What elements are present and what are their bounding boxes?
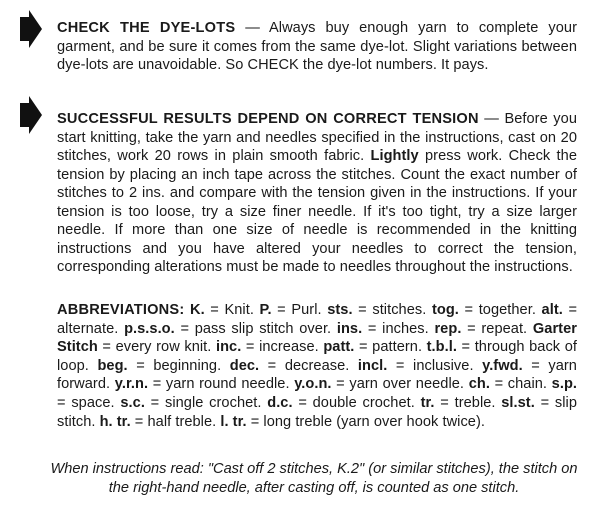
abbreviation-meaning: yarn round needle. (165, 376, 290, 393)
abbreviation-entry: sts. = stitches. (327, 302, 427, 318)
abbreviation-entry: ins. = inches. (336, 320, 429, 337)
abbreviation-entry: dec. = decrease. (229, 357, 350, 374)
abbreviation-meaning: Knit. (224, 302, 254, 318)
abbreviation-entry: s.c. = single crochet. (120, 394, 262, 411)
abbreviations-heading: ABBREVIATIONS: (57, 302, 185, 318)
abbreviation-entry: t.b.l. = through back of loop. (57, 339, 577, 374)
abbreviations-paragraph (57, 301, 577, 431)
abbreviation-entry: inc. = increase. (215, 339, 319, 356)
dye-lots-paragraph (57, 19, 577, 75)
abbreviation-meaning: inclusive. (413, 357, 474, 374)
abbreviation-meaning: treble. (454, 394, 496, 411)
abbreviation-entry: Garter Stitch = every row knit. (57, 320, 577, 356)
abbreviation-entry: beg. = beginning. (97, 357, 222, 374)
abbreviation-entry: patt. = pattern. (323, 339, 423, 356)
abbreviation-meaning: yarn forward. (57, 357, 577, 393)
abbreviation-entry: p.s.s.o. = pass slip stitch over. (124, 320, 332, 337)
abbreviation-term: d.c. (267, 394, 293, 411)
abbreviation-term: s.p. (551, 376, 578, 393)
abbreviation-entry: y.fwd. = yarn forward. (57, 357, 577, 393)
tension-paragraph (57, 110, 577, 277)
abbreviation-entry: h. tr. = half treble. (99, 413, 217, 430)
abbreviation-term: s.c. (120, 394, 145, 411)
abbreviation-entry: rep. = repeat. (434, 320, 528, 337)
abbreviation-entry: d.c. = double crochet. (267, 394, 415, 411)
abbreviation-term: sts. (327, 302, 353, 318)
abbreviation-term: tog. (431, 302, 459, 318)
abbreviation-term: y.fwd. (482, 357, 523, 374)
abbreviation-meaning: stitches. (372, 302, 427, 318)
abbreviation-entry: l. tr. = long treble (yarn over hook twice). (220, 413, 485, 430)
abbreviation-term: h. tr. (99, 413, 131, 430)
abbreviation-term: ins. (336, 320, 363, 337)
abbreviation-entry: tog. = together. (431, 302, 536, 318)
abbreviation-term: t.b.l. (426, 339, 457, 356)
abbreviation-term: K. (190, 302, 205, 318)
abbreviation-term: l. tr. (220, 413, 247, 430)
abbreviation-meaning: pass slip stitch over. (194, 320, 332, 337)
abbreviation-term: Garter Stitch (57, 320, 577, 356)
abbreviation-term: alt. (541, 302, 563, 318)
abbreviation-entry: ch. = chain. (468, 376, 548, 393)
abbreviation-meaning: Purl. (291, 302, 322, 318)
abbreviation-entry: s.p. = space. (57, 376, 578, 411)
abbreviation-entry: K. = Knit. (190, 302, 254, 318)
abbreviations-list (57, 302, 577, 430)
abbreviation-term: P. (259, 302, 272, 318)
abbreviation-meaning: beginning. (153, 357, 222, 374)
abbreviation-meaning: chain. (507, 376, 548, 393)
abbreviation-meaning: alternate. (57, 320, 119, 337)
dye-lots-heading: CHECK THE DYE-LOTS (57, 20, 236, 36)
abbreviation-meaning: yarn over needle. (349, 376, 465, 393)
abbreviation-entry: sl.st. = slip stitch. (57, 394, 577, 430)
abbreviation-entry: y.o.n. = yarn over needle. (294, 376, 465, 393)
abbreviation-entry: alt. = alternate. (57, 302, 578, 337)
tension-body-a: — Before you start knitting, take the yarn and needles specified in the instructions, cast on 20 stitches, work 20 rows in plain smooth fabric. (57, 111, 577, 164)
tension-heading: SUCCESSFUL RESULTS DEPEND ON CORRECT TENSION (57, 111, 479, 127)
abbreviation-term: y.r.n. (114, 376, 149, 393)
abbreviation-meaning: space. (71, 394, 115, 411)
abbreviation-meaning: increase. (259, 339, 319, 356)
abbreviation-meaning: slip stitch. (57, 394, 577, 430)
abbreviation-term: tr. (420, 394, 435, 411)
abbreviation-term: sl.st. (501, 394, 535, 411)
tension-body-b: press work. Check the tension by placing an inch tape across the stitches. Count the exact number of stitches to 2 ins. and compare with the tension given in the instructions. If your tension is too loose, try a size finer needle. If it's too tight, try a size larger needle. If more than one size of needle is recommended in the knitting instructions and you have altered your needles to correct the tension, corresponding alterations must be made to needles throughout the instructions. (57, 148, 577, 275)
casting-off-note: When instructions read: "Cast off 2 stitches, K.2" (or similar stitches), the stitch on the right-hand needle, after casting off, is counted as one stitch. (50, 461, 578, 496)
abbreviation-meaning: long treble (yarn over hook twice). (263, 413, 485, 430)
abbreviation-entry: y.r.n. = yarn round needle. (114, 376, 290, 393)
abbreviation-meaning: through back of loop. (57, 339, 577, 374)
abbreviation-meaning: half treble. (147, 413, 217, 430)
abbreviation-term: ch. (468, 376, 490, 393)
abbreviation-meaning: together. (478, 302, 536, 318)
abbreviation-entry: tr. = treble. (420, 394, 496, 411)
abbreviation-term: inc. (215, 339, 242, 356)
abbreviation-term: p.s.s.o. (124, 320, 175, 337)
abbreviation-meaning: every row knit. (115, 339, 212, 356)
abbreviation-meaning: pattern. (372, 339, 423, 356)
abbreviation-term: y.o.n. (294, 376, 332, 393)
abbreviation-term: patt. (323, 339, 355, 356)
abbreviation-term: dec. (229, 357, 260, 374)
tension-bold-word: Lightly (370, 148, 419, 164)
abbreviation-meaning: double crochet. (312, 394, 415, 411)
abbreviation-term: incl. (357, 357, 388, 374)
abbreviation-meaning: single crochet. (165, 394, 262, 411)
abbreviation-entry: incl. = inclusive. (357, 357, 474, 374)
abbreviation-term: beg. (97, 357, 128, 374)
abbreviation-meaning: decrease. (284, 357, 350, 374)
abbreviation-meaning: inches. (382, 320, 429, 337)
abbreviation-term: rep. (434, 320, 462, 337)
abbreviation-entry: P. = Purl. (259, 302, 322, 318)
dye-lots-body: — Always buy enough yarn to complete your garment, and be sure it comes from the same dye-lot. Slight variations between dye-lots are unavoidable. So CHECK the dye-lot numbers. It pays. (57, 20, 577, 73)
abbreviation-meaning: repeat. (481, 320, 528, 337)
